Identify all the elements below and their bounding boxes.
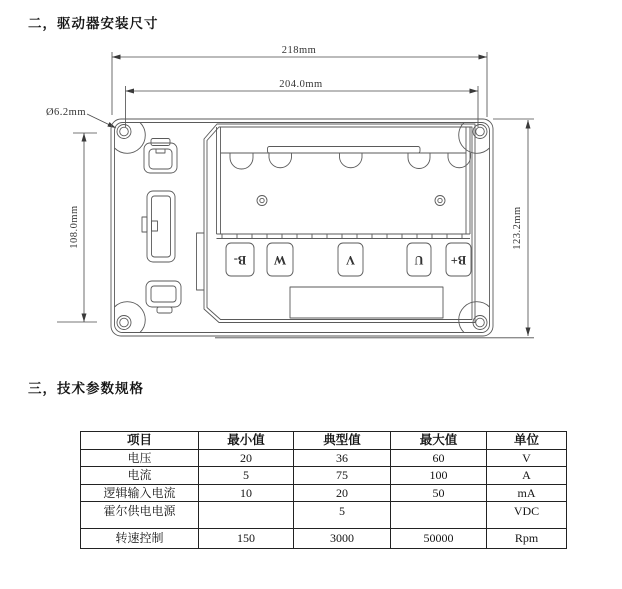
spec-table-cell <box>199 502 294 529</box>
spec-table-cell: V <box>487 450 567 467</box>
spec-table-cell: 50000 <box>391 529 487 549</box>
screw-right <box>435 196 445 206</box>
spec-table-cell: 转速控制 <box>81 529 199 549</box>
spec-table-cell: 10 <box>199 485 294 502</box>
spec-table-cell: 50 <box>391 485 487 502</box>
busbar-strip <box>268 147 421 154</box>
terminal-label-v: V <box>345 253 356 267</box>
table-row-speed-control <box>81 529 567 549</box>
table-row-voltage <box>81 450 567 467</box>
terminal-plate-bottom <box>217 234 471 239</box>
cable-hook <box>448 153 471 168</box>
terminal-label-b-plus: B+ <box>450 253 467 267</box>
table-row-current <box>81 467 567 485</box>
spec-table-cell: VDC <box>487 502 567 529</box>
mounting-hole-top-left <box>115 123 146 154</box>
terminal-label-u: U <box>414 253 424 267</box>
cable-hook <box>408 153 430 169</box>
spec-table <box>80 431 567 549</box>
dimension-label-108mm: 108.0mm <box>69 205 80 249</box>
spec-table-cell: 20 <box>199 450 294 467</box>
screw-left <box>257 196 267 206</box>
spec-table-cell: 5 <box>199 467 294 485</box>
spec-table-cell: 100 <box>391 467 487 485</box>
spec-table-cell: A <box>487 467 567 485</box>
spec-table-header-row <box>81 432 567 450</box>
spec-table-cell: 20 <box>294 485 391 502</box>
dimension-label-204mm: 204.0mm <box>279 79 323 90</box>
terminal-panel <box>197 124 476 323</box>
spec-table-cell: 5 <box>294 502 391 529</box>
section-3-heading: 三，技术参数规格 <box>28 381 144 396</box>
section-2-heading: 二，驱动器安装尺寸 <box>28 16 159 31</box>
driver-device <box>111 119 493 336</box>
spec-table-cell: 150 <box>199 529 294 549</box>
spec-table-cell <box>391 502 487 529</box>
dimension-label-218mm: 218mm <box>281 45 317 56</box>
spec-table-cell: 36 <box>294 450 391 467</box>
cable-hook <box>269 153 292 168</box>
nameplate-rect <box>290 287 443 318</box>
device-outline-outer <box>111 119 493 336</box>
mounting-hole-bottom-left <box>115 302 146 333</box>
spec-table-header-cell: 最大值 <box>391 432 487 450</box>
connector-middle <box>142 191 175 262</box>
cable-hook <box>230 153 253 169</box>
dimension-width-inner <box>126 86 479 127</box>
spec-table-header-cell: 项目 <box>81 432 199 450</box>
spec-table-cell: mA <box>487 485 567 502</box>
connector-top <box>144 139 177 174</box>
dimension-label-123mm: 123.2mm <box>512 206 523 250</box>
cable-hook <box>340 153 363 168</box>
spec-table-cell: 逻辑输入电流 <box>81 485 199 502</box>
spec-table-cell: 3000 <box>294 529 391 549</box>
connector-bottom <box>146 281 181 313</box>
table-row-hall-supply <box>81 502 567 529</box>
spec-table-cell: 电流 <box>81 467 199 485</box>
dimension-height-right <box>215 119 534 338</box>
terminal-plate-top <box>221 147 471 170</box>
spec-table-cell: 霍尔供电电源 <box>81 502 199 529</box>
mounting-hole-bottom-right <box>459 302 490 333</box>
dimension-label-hole-diameter: Ø6.2mm <box>45 107 87 118</box>
spec-table-cell: 75 <box>294 467 391 485</box>
terminal-label-b-minus: B- <box>233 253 247 267</box>
spec-table-cell: 60 <box>391 450 487 467</box>
terminal-label-w: W <box>273 253 287 267</box>
spec-table-cell: Rpm <box>487 529 567 549</box>
spec-table-header-cell: 单位 <box>487 432 567 450</box>
spec-table-container <box>80 431 567 549</box>
spec-table-header-cell: 最小值 <box>199 432 294 450</box>
spec-table-cell: 电压 <box>81 450 199 467</box>
panel-side-clip <box>197 233 205 290</box>
table-row-logic-input-current <box>81 485 567 502</box>
spec-table-header-cell: 典型值 <box>294 432 391 450</box>
